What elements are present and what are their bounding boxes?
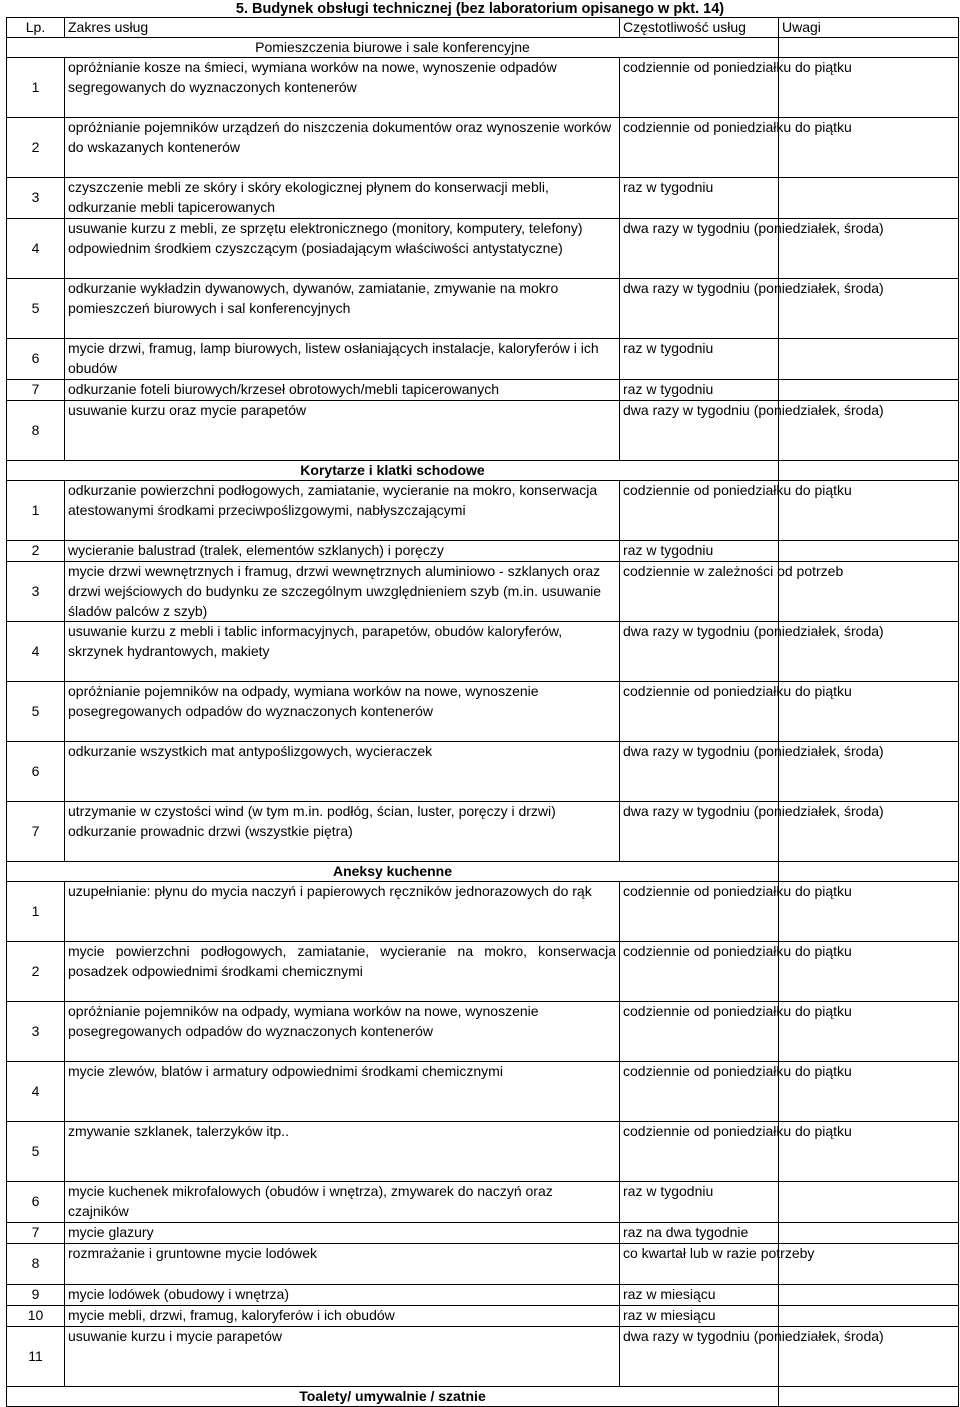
row-number: 5 bbox=[7, 279, 65, 339]
row-number: 4 bbox=[7, 219, 65, 279]
table-row bbox=[7, 401, 959, 461]
row-frequency: raz w tygodniu bbox=[620, 339, 779, 380]
section-header-row bbox=[7, 1387, 959, 1407]
row-frequency: dwa razy w tygodniu (poniedziałek, środa) bbox=[620, 802, 779, 862]
row-number: 6 bbox=[7, 339, 65, 380]
section-notes-cell bbox=[779, 1387, 959, 1407]
header-notes: Uwagi bbox=[779, 18, 959, 38]
row-frequency: dwa razy w tygodniu (poniedziałek, środa) bbox=[620, 219, 779, 279]
row-description: opróżnianie pojemników urządzeń do niszczenia dokumentów oraz wynoszenie worków do wskazanych kontenerów bbox=[65, 118, 620, 178]
row-number: 7 bbox=[7, 802, 65, 862]
header-row bbox=[7, 18, 959, 38]
table-row bbox=[7, 279, 959, 339]
row-number: 2 bbox=[7, 942, 65, 1002]
table-row bbox=[7, 1062, 959, 1122]
row-notes bbox=[779, 380, 959, 401]
row-number: 4 bbox=[7, 622, 65, 682]
row-frequency: codziennie od poniedziałku do piątku bbox=[620, 682, 779, 742]
table-row bbox=[7, 219, 959, 279]
row-description: usuwanie kurzu z mebli, ze sprzętu elektronicznego (monitory, komputery, telefony) odpowiednim środkiem czyszczącym (posiadającym właściwości antystatyczne) bbox=[65, 219, 620, 279]
row-description: uzupełnianie: płynu do mycia naczyń i papierowych ręczników jednorazowych do rąk bbox=[65, 882, 620, 942]
row-description: odkurzanie wszystkich mat antypoślizgowych, wycieraczek bbox=[65, 742, 620, 802]
row-number: 6 bbox=[7, 742, 65, 802]
row-frequency: dwa razy w tygodniu (poniedziałek, środa) bbox=[620, 1327, 779, 1387]
row-description: utrzymanie w czystości wind (w tym m.in. podłóg, ścian, luster, poręczy i drzwi) odkurzanie prowadnic drzwi (wszystkie piętra) bbox=[65, 802, 620, 862]
row-frequency: raz na dwa tygodnie bbox=[620, 1223, 779, 1244]
row-number: 8 bbox=[7, 401, 65, 461]
document-title: 5. Budynek obsługi technicznej (bez laboratorium opisanego w pkt. 14) bbox=[235, 1, 725, 17]
table-row bbox=[7, 1327, 959, 1387]
table-row bbox=[7, 1285, 959, 1306]
row-notes bbox=[779, 178, 959, 219]
section-title: Aneksy kuchenne bbox=[7, 862, 779, 882]
row-description: wycieranie balustrad (tralek, elementów szklanych) i poręczy bbox=[65, 541, 620, 562]
row-frequency: co kwartał lub w razie potrzeby bbox=[620, 1244, 779, 1285]
row-number: 10 bbox=[7, 1306, 65, 1327]
table-row bbox=[7, 541, 959, 562]
row-number: 8 bbox=[7, 1244, 65, 1285]
row-frequency: codziennie od poniedziałku do piątku bbox=[620, 1002, 779, 1062]
row-notes bbox=[779, 1223, 959, 1244]
row-number: 5 bbox=[7, 1122, 65, 1182]
row-description: opróżnianie kosze na śmieci, wymiana worków na nowe, wynoszenie odpadów segregowanych do wyznaczonych kontenerów bbox=[65, 58, 620, 118]
table-row bbox=[7, 380, 959, 401]
row-description: mycie mebli, drzwi, framug, kaloryferów i ich obudów bbox=[65, 1306, 620, 1327]
row-description: mycie drzwi, framug, lamp biurowych, listew osłaniających instalacje, kaloryferów i ich obudów bbox=[65, 339, 620, 380]
row-frequency: dwa razy w tygodniu (poniedziałek, środa) bbox=[620, 279, 779, 339]
section-title: Pomieszczenia biurowe i sale konferencyjne bbox=[7, 38, 779, 58]
row-frequency: codziennie od poniedziałku do piątku bbox=[620, 118, 779, 178]
row-notes bbox=[779, 541, 959, 562]
row-frequency: raz w tygodniu bbox=[620, 380, 779, 401]
header-frequency: Częstotliwość usług bbox=[620, 18, 779, 38]
row-number: 6 bbox=[7, 1182, 65, 1223]
section-notes-cell bbox=[779, 862, 959, 882]
services-table-body bbox=[7, 18, 959, 1407]
table-row bbox=[7, 742, 959, 802]
table-row bbox=[7, 682, 959, 742]
row-number: 1 bbox=[7, 882, 65, 942]
row-frequency: dwa razy w tygodniu (poniedziałek, środa) bbox=[620, 622, 779, 682]
row-number: 7 bbox=[7, 1223, 65, 1244]
row-number: 3 bbox=[7, 562, 65, 622]
row-description: usuwanie kurzu z mebli i tablic informacyjnych, parapetów, obudów kaloryferów, skrzynek hydrantowych, makiety bbox=[65, 622, 620, 682]
row-number: 5 bbox=[7, 682, 65, 742]
table-row bbox=[7, 58, 959, 118]
row-number: 9 bbox=[7, 1285, 65, 1306]
row-description: usuwanie kurzu oraz mycie parapetów bbox=[65, 401, 620, 461]
section-title: Toalety/ umywalnie / szatnie bbox=[7, 1387, 779, 1407]
row-frequency: codziennie od poniedziałku do piątku bbox=[620, 1122, 779, 1182]
row-description: rozmrażanie i gruntowne mycie lodówek bbox=[65, 1244, 620, 1285]
row-number: 1 bbox=[7, 58, 65, 118]
table-row bbox=[7, 1122, 959, 1182]
row-frequency: codziennie od poniedziałku do piątku bbox=[620, 942, 779, 1002]
table-row bbox=[7, 1244, 959, 1285]
row-number: 3 bbox=[7, 178, 65, 219]
table-row bbox=[7, 1306, 959, 1327]
row-description: odkurzanie foteli biurowych/krzeseł obrotowych/mebli tapicerowanych bbox=[65, 380, 620, 401]
row-notes bbox=[779, 339, 959, 380]
row-frequency: raz w tygodniu bbox=[620, 178, 779, 219]
row-description: mycie kuchenek mikrofalowych (obudów i wnętrza), zmywarek do naczyń oraz czajników bbox=[65, 1182, 620, 1223]
row-number: 7 bbox=[7, 380, 65, 401]
row-number: 2 bbox=[7, 118, 65, 178]
row-number: 1 bbox=[7, 481, 65, 541]
row-description: zmywanie szklanek, talerzyków itp.. bbox=[65, 1122, 620, 1182]
row-description: opróżnianie pojemników na odpady, wymiana worków na nowe, wynoszenie posegregowanych odpadów do wyznaczonych kontenerów bbox=[65, 1002, 620, 1062]
row-frequency: raz w miesiącu bbox=[620, 1306, 779, 1327]
table-row bbox=[7, 481, 959, 541]
row-number: 3 bbox=[7, 1002, 65, 1062]
table-row bbox=[7, 562, 959, 622]
row-description: czyszczenie mebli ze skóry i skóry ekologicznej płynem do konserwacji mebli, odkurzanie mebli tapicerowanych bbox=[65, 178, 620, 219]
row-description: mycie powierzchni podłogowych, zamiatanie, wycieranie na mokro, konserwacja posadzek odpowiednimi środkami chemicznymi bbox=[65, 942, 620, 1002]
row-description: usuwanie kurzu i mycie parapetów bbox=[65, 1327, 620, 1387]
row-description: mycie lodówek (obudowy i wnętrza) bbox=[65, 1285, 620, 1306]
row-frequency: codziennie od poniedziałku do piątku bbox=[620, 58, 779, 118]
row-notes bbox=[779, 1285, 959, 1306]
row-description: mycie glazury bbox=[65, 1223, 620, 1244]
section-header-row bbox=[7, 461, 959, 481]
row-frequency: raz w miesiącu bbox=[620, 1285, 779, 1306]
row-frequency: raz w tygodniu bbox=[620, 541, 779, 562]
row-number: 2 bbox=[7, 541, 65, 562]
table-row bbox=[7, 942, 959, 1002]
section-header-row bbox=[7, 862, 959, 882]
row-notes bbox=[779, 1306, 959, 1327]
row-frequency: codziennie od poniedziałku do piątku bbox=[620, 882, 779, 942]
row-frequency: codziennie w zależności od potrzeb bbox=[620, 562, 779, 622]
row-number: 4 bbox=[7, 1062, 65, 1122]
row-description: odkurzanie wykładzin dywanowych, dywanów, zamiatanie, zmywanie na mokro pomieszczeń biurowych i sal konferencyjnych bbox=[65, 279, 620, 339]
row-frequency: codziennie od poniedziałku do piątku bbox=[620, 1062, 779, 1122]
row-notes bbox=[779, 1182, 959, 1223]
row-description: mycie drzwi wewnętrznych i framug, drzwi wewnętrznych aluminiowo - szklanych oraz drzwi wejściowych do budynku ze szczególnym uwzględnieniem szyb (m.in. usuwanie śladów palców z szyb) bbox=[65, 562, 620, 622]
row-description: mycie zlewów, blatów i armatury odpowiednimi środkami chemicznymi bbox=[65, 1062, 620, 1122]
section-title: Korytarze i klatki schodowe bbox=[7, 461, 779, 481]
table-row bbox=[7, 882, 959, 942]
table-row bbox=[7, 622, 959, 682]
section-notes-cell bbox=[779, 38, 959, 58]
table-row bbox=[7, 802, 959, 862]
row-frequency: dwa razy w tygodniu (poniedziałek, środa) bbox=[620, 742, 779, 802]
row-description: odkurzanie powierzchni podłogowych, zamiatanie, wycieranie na mokro, konserwacja atestowanymi środkami przeciwpoślizgowymi, nabłyszczającymi bbox=[65, 481, 620, 541]
services-table bbox=[6, 17, 959, 1407]
table-row bbox=[7, 339, 959, 380]
row-frequency: dwa razy w tygodniu (poniedziałek, środa) bbox=[620, 401, 779, 461]
section-notes-cell bbox=[779, 461, 959, 481]
header-lp: Lp. bbox=[7, 18, 65, 38]
header-scope: Zakres usług bbox=[65, 18, 620, 38]
section-header-row bbox=[7, 38, 959, 58]
table-row bbox=[7, 118, 959, 178]
row-frequency: codziennie od poniedziałku do piątku bbox=[620, 481, 779, 541]
table-row bbox=[7, 1223, 959, 1244]
table-row bbox=[7, 178, 959, 219]
row-frequency: raz w tygodniu bbox=[620, 1182, 779, 1223]
row-description: opróżnianie pojemników na odpady, wymiana worków na nowe, wynoszenie posegregowanych odpadów do wyznaczonych kontenerów bbox=[65, 682, 620, 742]
table-row bbox=[7, 1182, 959, 1223]
row-number: 11 bbox=[7, 1327, 65, 1387]
table-row bbox=[7, 1002, 959, 1062]
